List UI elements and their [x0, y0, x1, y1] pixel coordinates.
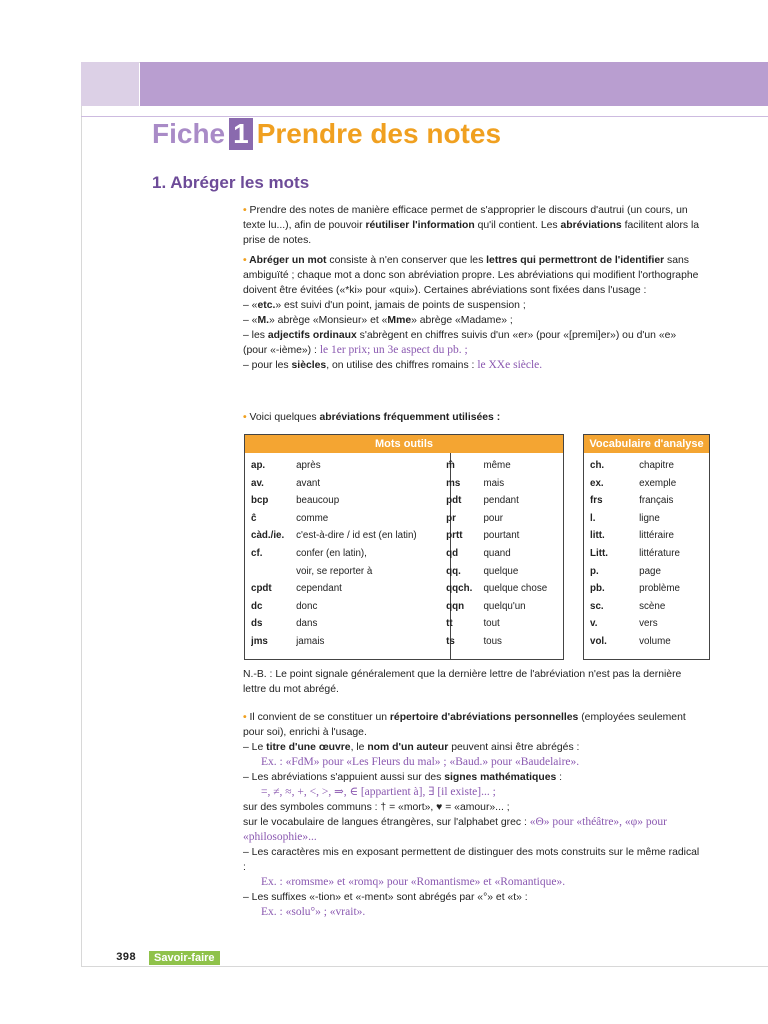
text-bold: réutiliser l'information	[365, 220, 475, 231]
paragraph-repertoire	[243, 710, 703, 920]
table-cell: l.	[590, 512, 596, 524]
bullet-icon: •	[243, 412, 250, 423]
table-cell: scène	[639, 600, 666, 612]
text: – Le	[243, 742, 267, 753]
example-text: le 1er prix; un 3e aspect du pb. ;	[319, 344, 468, 356]
table-cell: c'est-à-dire / id est (en latin)	[296, 530, 417, 542]
table-vocabulaire	[583, 434, 710, 660]
table-cell: qqn	[446, 600, 465, 612]
text: sur des symboles communs : † = «mort», ♥ = «amour»... ;	[243, 802, 510, 813]
table-cell: pr	[446, 512, 456, 524]
table-cell: page	[639, 565, 661, 577]
table-cell: ex.	[590, 477, 604, 489]
bullet-icon: •	[243, 255, 250, 266]
example-line: =, ≠, ≈, +, <, >, ⇒, ∈ [appartient à], ∃ [il existe]... ;	[261, 786, 496, 798]
text-bold: Abréger un mot	[249, 255, 327, 266]
table-cell: donc	[296, 600, 318, 612]
example-line: Ex. : «FdM» pour «Les Fleurs du mal» ; «Baud.» pour «Baudelaire».	[261, 756, 580, 768]
text: – Les abréviations s'appuient aussi sur des	[243, 772, 445, 783]
paragraph-abreger	[243, 253, 703, 373]
table-cell: littérature	[639, 547, 680, 559]
col1-word	[296, 457, 446, 651]
text-bold: lettres qui permettront de l'identifier	[486, 255, 665, 266]
text-bold: nom d'un auteur	[367, 742, 449, 753]
table-cell: dc	[251, 600, 263, 612]
header-rule	[81, 116, 768, 117]
table-cell: jamais	[296, 635, 325, 647]
text-bold: abréviations fréquemment utilisées :	[319, 412, 501, 423]
table-cell: tout	[483, 618, 500, 630]
text: – les	[243, 330, 268, 341]
text: peuvent ainsi être abrégés :	[448, 742, 580, 753]
paragraph-voici	[243, 410, 703, 425]
text: – Les suffixes «-tion» et «-ment» sont abrégés par «°» et «t» :	[243, 892, 528, 903]
table-cell: ap.	[251, 460, 266, 471]
bullet-icon: •	[243, 205, 250, 216]
table-cell: frs	[590, 495, 603, 507]
table-cell: cf.	[251, 547, 263, 559]
table-cell: ĉ	[251, 512, 257, 524]
text: qu'il contient. Les	[474, 220, 561, 231]
table-cell: dans	[296, 618, 318, 630]
table-cell: volume	[639, 635, 671, 647]
table-cell: voir, se reporter à	[296, 565, 373, 577]
text: » est suivi d'un point, jamais de points de suspension ;	[275, 300, 526, 311]
text-bold: M.	[257, 315, 269, 326]
text: sans ambiguïté ; chaque mot a donc son abréviation propre. Les abréviations qui modifient l'orthographe doivent être évitées («*ki» pour «qui»). Certaines abréviations sont fixées dans l'usage :	[243, 255, 699, 296]
table-cell: qd	[446, 547, 459, 559]
example-line: Ex. : «romsme» et «romq» pour «Romantisme» et «Romantique».	[261, 876, 566, 888]
table-cell: exemple	[639, 477, 677, 489]
table-cell: vol.	[590, 635, 607, 647]
paragraph-intro	[243, 203, 703, 248]
table-cell: cependant	[296, 583, 342, 595]
vocab-abbr	[590, 457, 639, 651]
table-cell: pour	[483, 512, 504, 524]
table-cell: quelqu'un	[483, 600, 526, 612]
table-cell: sc.	[590, 600, 604, 612]
table-cell: ts	[446, 635, 455, 647]
text-bold: titre d'une œuvre	[266, 742, 351, 753]
header-band-stub	[81, 62, 139, 106]
table-cell: confer (en latin),	[296, 547, 367, 559]
header-band	[140, 62, 768, 106]
text: – «	[243, 315, 258, 326]
savoir-faire-badge: Savoir-faire	[149, 951, 220, 965]
table-cell: qq.	[446, 565, 461, 577]
nota-bene: N.-B. : Le point signale généralement que la dernière lettre de l'abréviation n'est pas la dernière lettre du mot abrégé.	[243, 669, 682, 695]
text: Voici quelques	[249, 412, 320, 423]
table-cell: tous	[483, 635, 502, 647]
section-title: 1. Abréger les mots	[152, 173, 310, 192]
table-cell: ds	[251, 618, 263, 630]
fiche-word: Fiche	[152, 118, 226, 149]
table-cell: ch.	[590, 460, 605, 471]
text: Il convient de se constituer un	[249, 712, 390, 723]
text: consiste à n'en conserver que les	[326, 255, 487, 266]
table-cell: littéraire	[639, 530, 674, 542]
text: s'abrègent en chiffres suivis d'un «er» (pour «[premi]er») ou d'un «e» (pour «-ième») :	[243, 330, 677, 356]
fiche-title: Prendre des notes	[256, 118, 502, 149]
table-cell: qqch.	[446, 583, 473, 595]
text: sur le vocabulaire de langues étrangères, sur l'alphabet grec :	[243, 817, 530, 828]
table-cell: pb.	[590, 583, 605, 595]
table-cell: jms	[251, 635, 268, 647]
table-cell: français	[639, 495, 674, 507]
table-cell: après	[296, 460, 321, 471]
table-cell: quand	[483, 547, 511, 559]
text: » abrège «Madame» ;	[411, 315, 513, 326]
text: , le	[350, 742, 368, 753]
table-cell: càd./ie.	[251, 530, 285, 542]
text: – Les caractères mis en exposant permettent de distinguer des mots construits sur le même radical :	[243, 847, 700, 873]
text: » abrège «Monsieur» et «	[269, 315, 388, 326]
table-cell: mais	[483, 477, 505, 489]
table-cell: Litt.	[590, 547, 608, 559]
table-cell: quelque	[483, 565, 519, 577]
page-number: 398	[116, 952, 136, 964]
table-columns	[590, 457, 703, 651]
text: (employées seulement pour soi), enrichi à l'usage.	[243, 712, 686, 738]
bullet-icon: •	[243, 712, 250, 723]
table-cell: m̂	[446, 460, 455, 471]
text: facilitent alors la prise de notes.	[243, 220, 700, 246]
table-cell: litt.	[590, 530, 605, 542]
table-cell: pdt	[446, 495, 462, 507]
example-text: le XXe siècle.	[477, 359, 543, 371]
vocab-word	[639, 457, 703, 651]
table-cell: ligne	[639, 512, 660, 524]
table-cell: pourtant	[483, 530, 520, 542]
page-title	[152, 118, 501, 150]
text-bold: répertoire d'abréviations personnelles	[389, 712, 579, 723]
text-bold: siècles	[291, 360, 327, 371]
table-cell: v.	[590, 618, 598, 630]
table-cell: bcp	[251, 495, 269, 507]
col2-abbr	[446, 457, 483, 651]
table-cell: problème	[639, 583, 680, 595]
text: – «	[243, 300, 258, 311]
example-text: «Θ» pour «théâtre», «φ» pour «philosophie»...	[243, 816, 668, 843]
text: Prendre des notes de manière efficace permet de s'approprier le discours d'autrui (un cours, un texte lu...), afin de pouvoir	[243, 205, 688, 231]
table-cell: même	[483, 460, 511, 471]
table-cell	[251, 563, 296, 581]
text-bold: adjectifs ordinaux	[267, 330, 357, 341]
table-mots-outils	[244, 434, 564, 660]
col2-word	[483, 457, 557, 651]
table-cell: vers	[639, 618, 658, 630]
table-cell: comme	[296, 512, 329, 524]
text-bold: signes mathématiques	[444, 772, 557, 783]
table-cell: pendant	[483, 495, 519, 507]
table-cell: avant	[296, 477, 321, 489]
table-cell: chapitre	[639, 460, 674, 471]
text-bold: etc.	[257, 300, 276, 311]
text-bold: abréviations	[560, 220, 622, 231]
fiche-number: 1	[229, 118, 253, 150]
table-header: Vocabulaire d'analyse	[584, 435, 709, 453]
table-cell: av.	[251, 477, 264, 489]
table-header: Mots outils	[245, 435, 563, 453]
table-cell: p.	[590, 565, 599, 577]
text: , on utilise des chiffres romains :	[326, 360, 478, 371]
text-bold: Mme	[387, 315, 412, 326]
text: – pour les	[243, 360, 292, 371]
table-cell: prtt	[446, 530, 463, 542]
table-cell: beaucoup	[296, 495, 340, 507]
table-columns	[251, 457, 557, 651]
text: :	[556, 772, 563, 783]
table-cell: ms	[446, 477, 461, 489]
example-line: Ex. : «solu°» ; «vrait».	[261, 906, 366, 918]
col1-abbr	[251, 457, 296, 651]
table-cell: quelque chose	[483, 583, 548, 595]
table-cell: tt	[446, 618, 453, 630]
table-cell: cpdt	[251, 583, 272, 595]
